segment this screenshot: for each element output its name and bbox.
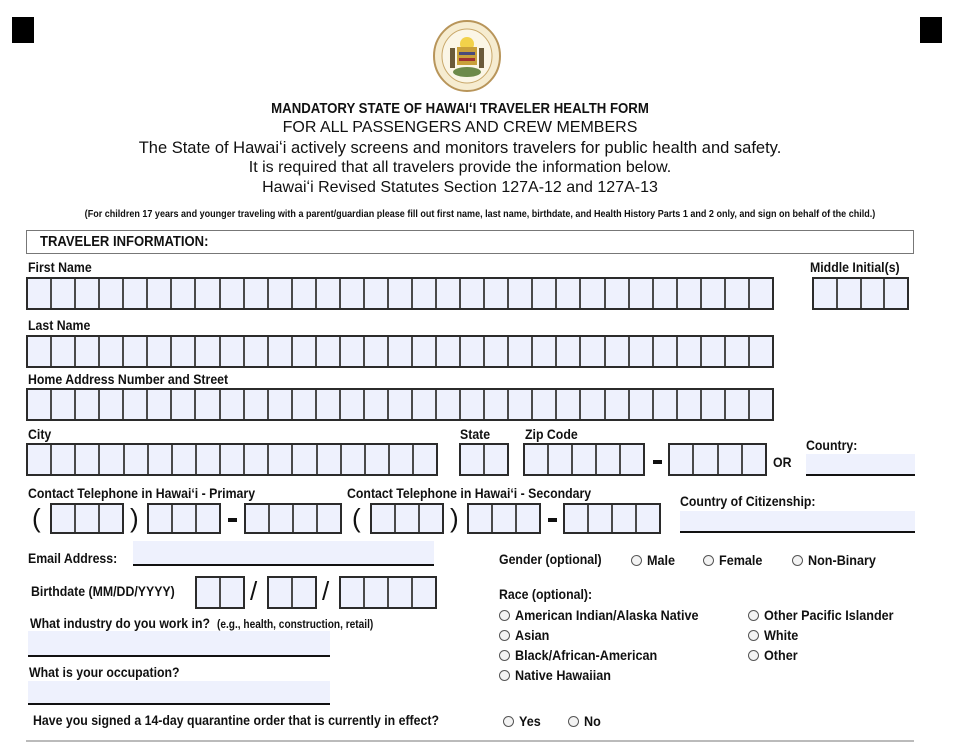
state-seal-icon: [432, 20, 502, 92]
character-cell[interactable]: [341, 279, 365, 308]
character-cell[interactable]: [148, 337, 172, 366]
character-cell[interactable]: [293, 279, 317, 308]
character-cell[interactable]: [389, 578, 413, 607]
character-cell[interactable]: [533, 279, 557, 308]
character-cell[interactable]: [124, 279, 148, 308]
character-cell[interactable]: [197, 505, 219, 532]
form-title: MANDATORY STATE OF HAWAIʻI TRAVELER HEALTH FORM: [271, 100, 649, 117]
phone-secondary-dash: [548, 518, 557, 522]
or-label: OR: [773, 454, 792, 470]
birthdate-separator-1: /: [250, 576, 258, 606]
character-cell[interactable]: [100, 279, 124, 308]
character-cell[interactable]: [52, 505, 76, 532]
phone-primary-area-code-input[interactable]: [50, 503, 124, 534]
home-address-label: Home Address Number and Street: [28, 371, 229, 387]
gender-radio-non-binary[interactable]: [792, 552, 883, 568]
character-cell[interactable]: [172, 337, 196, 366]
character-cell[interactable]: [196, 337, 220, 366]
character-cell[interactable]: [148, 279, 172, 308]
character-cell[interactable]: [885, 279, 907, 308]
race-option-label: White: [764, 627, 799, 643]
character-cell[interactable]: [565, 505, 589, 532]
registration-mark-right: [920, 17, 942, 43]
character-cell[interactable]: [148, 390, 172, 419]
character-cell[interactable]: [366, 445, 390, 474]
character-cell[interactable]: [100, 337, 124, 366]
character-cell[interactable]: [437, 279, 461, 308]
character-cell[interactable]: [149, 505, 173, 532]
character-cell[interactable]: [76, 445, 100, 474]
character-cell[interactable]: [437, 337, 461, 366]
character-cell[interactable]: [702, 390, 726, 419]
character-cell[interactable]: [670, 445, 694, 474]
character-cell[interactable]: [533, 390, 557, 419]
quarantine-option-label: No: [584, 713, 601, 729]
character-cell[interactable]: [365, 578, 389, 607]
character-cell[interactable]: [549, 445, 573, 474]
phone-primary-dash: [228, 518, 237, 522]
character-cell[interactable]: [726, 337, 750, 366]
intro-line-1: The State of Hawaiʻi actively screens and monitors travelers for public health and safety.: [138, 139, 782, 157]
phone-secondary-paren-close: ): [450, 503, 459, 533]
phone-secondary-prefix-input[interactable]: [467, 503, 541, 534]
character-cell[interactable]: [318, 445, 342, 474]
character-cell[interactable]: [750, 337, 772, 366]
first-name-input[interactable]: [26, 277, 774, 310]
character-cell[interactable]: [372, 505, 396, 532]
character-cell[interactable]: [413, 578, 435, 607]
character-cell[interactable]: [342, 445, 366, 474]
gender-option-label: Male: [647, 552, 676, 568]
occupation-label: What is your occupation?: [29, 664, 180, 680]
phone-primary-label: Contact Telephone in Hawaiʻi - Primary: [28, 485, 256, 501]
home-address-input[interactable]: [26, 388, 774, 421]
character-cell[interactable]: [413, 337, 437, 366]
character-cell[interactable]: [76, 337, 100, 366]
character-cell[interactable]: [389, 279, 413, 308]
radio-circle-icon: [792, 555, 803, 566]
radio-circle-icon: [499, 610, 510, 621]
zip-code-label: Zip Code: [525, 426, 578, 442]
character-cell[interactable]: [317, 390, 341, 419]
character-cell[interactable]: [52, 279, 76, 308]
character-cell[interactable]: [862, 279, 886, 308]
character-cell[interactable]: [461, 390, 485, 419]
character-cell[interactable]: [517, 505, 539, 532]
character-cell[interactable]: [597, 445, 621, 474]
country-input[interactable]: [806, 454, 915, 476]
gender-radio-male[interactable]: [631, 552, 678, 568]
character-cell[interactable]: [293, 390, 317, 419]
character-cell[interactable]: [461, 445, 485, 474]
character-cell[interactable]: [317, 279, 341, 308]
phone-primary-paren-open: (: [32, 503, 41, 533]
character-cell[interactable]: [654, 279, 678, 308]
character-cell[interactable]: [654, 337, 678, 366]
middle-initials-input[interactable]: [812, 277, 909, 310]
character-cell[interactable]: [719, 445, 743, 474]
character-cell[interactable]: [124, 337, 148, 366]
quarantine-radio-no[interactable]: [568, 713, 603, 729]
registration-mark-left: [12, 17, 34, 43]
character-cell[interactable]: [100, 445, 124, 474]
character-cell[interactable]: [461, 337, 485, 366]
character-cell[interactable]: [814, 279, 838, 308]
race-option-label: Black/African-American: [515, 647, 658, 663]
character-cell[interactable]: [100, 390, 124, 419]
radio-circle-icon: [748, 630, 759, 641]
character-cell[interactable]: [149, 445, 173, 474]
character-cell[interactable]: [750, 279, 772, 308]
character-cell[interactable]: [196, 279, 220, 308]
zip-extension-input[interactable]: [668, 443, 767, 476]
character-cell[interactable]: [743, 445, 765, 474]
character-cell[interactable]: [173, 505, 197, 532]
phone-secondary-line-input[interactable]: [563, 503, 661, 534]
character-cell[interactable]: [221, 279, 245, 308]
zip-code-input[interactable]: [523, 443, 645, 476]
intro-line-2: It is required that all travelers provide the information below.: [248, 159, 672, 176]
character-cell[interactable]: [726, 390, 750, 419]
industry-question: What industry do you work in?: [30, 615, 211, 631]
character-cell[interactable]: [437, 390, 461, 419]
character-cell[interactable]: [413, 279, 437, 308]
race-radio-other-pacific-islander[interactable]: [748, 607, 908, 623]
industry-label: [30, 615, 373, 631]
radio-circle-icon: [631, 555, 642, 566]
radio-circle-icon: [503, 716, 514, 727]
character-cell[interactable]: [678, 337, 702, 366]
character-cell[interactable]: [317, 337, 341, 366]
radio-circle-icon: [499, 630, 510, 641]
character-cell[interactable]: [557, 390, 581, 419]
character-cell[interactable]: [485, 337, 509, 366]
character-cell[interactable]: [221, 390, 245, 419]
race-option-label: Other Pacific Islander: [764, 607, 894, 623]
character-cell[interactable]: [702, 337, 726, 366]
industry-input[interactable]: [28, 631, 330, 657]
character-cell[interactable]: [125, 445, 149, 474]
character-cell[interactable]: [269, 337, 293, 366]
phone-secondary-label: Contact Telephone in Hawaiʻi - Secondary: [347, 485, 592, 501]
character-cell[interactable]: [389, 390, 413, 419]
character-cell[interactable]: [509, 390, 533, 419]
character-cell[interactable]: [678, 390, 702, 419]
character-cell[interactable]: [838, 279, 862, 308]
character-cell[interactable]: [493, 505, 517, 532]
character-cell[interactable]: [28, 445, 52, 474]
character-cell[interactable]: [172, 279, 196, 308]
radio-circle-icon: [748, 650, 759, 661]
birthdate-separator-2: /: [322, 576, 330, 606]
birthdate-month-input[interactable]: [195, 576, 245, 609]
character-cell[interactable]: [28, 279, 52, 308]
last-name-input[interactable]: [26, 335, 774, 368]
race-radio-asian[interactable]: [499, 627, 553, 643]
character-cell[interactable]: [613, 505, 637, 532]
character-cell[interactable]: [581, 390, 605, 419]
character-cell[interactable]: [630, 337, 654, 366]
character-cell[interactable]: [52, 390, 76, 419]
character-cell[interactable]: [318, 505, 340, 532]
character-cell[interactable]: [52, 445, 76, 474]
character-cell[interactable]: [28, 337, 52, 366]
character-cell[interactable]: [414, 445, 436, 474]
character-cell[interactable]: [293, 445, 317, 474]
character-cell[interactable]: [525, 445, 549, 474]
state-input[interactable]: [459, 443, 509, 476]
birthdate-day-input[interactable]: [267, 576, 317, 609]
character-cell[interactable]: [726, 279, 750, 308]
middle-initials-label: Middle Initial(s): [810, 259, 900, 275]
citizenship-label: Country of Citizenship:: [680, 493, 816, 509]
email-label: Email Address:: [28, 550, 118, 566]
character-cell[interactable]: [269, 390, 293, 419]
character-cell[interactable]: [221, 337, 245, 366]
phone-secondary-area-code-input[interactable]: [370, 503, 444, 534]
character-cell[interactable]: [621, 445, 643, 474]
character-cell[interactable]: [197, 445, 221, 474]
character-cell[interactable]: [269, 445, 293, 474]
character-cell[interactable]: [245, 337, 269, 366]
race-option-label: American Indian/Alaska Native: [515, 607, 699, 623]
character-cell[interactable]: [694, 445, 718, 474]
character-cell[interactable]: [485, 390, 509, 419]
character-cell[interactable]: [341, 390, 365, 419]
zip-dash: [653, 460, 662, 464]
occupation-input[interactable]: [28, 681, 330, 705]
character-cell[interactable]: [390, 445, 414, 474]
character-cell[interactable]: [637, 505, 659, 532]
character-cell[interactable]: [413, 390, 437, 419]
race-label: Race (optional):: [499, 586, 593, 602]
character-cell[interactable]: [52, 337, 76, 366]
character-cell[interactable]: [245, 445, 269, 474]
character-cell[interactable]: [469, 505, 493, 532]
birthdate-label: Birthdate (MM/DD/YYYY): [31, 583, 175, 599]
quarantine-question: Have you signed a 14-day quarantine order that is currently in effect?: [33, 712, 439, 728]
traveler-info-section-header: [26, 230, 914, 254]
race-option-label: Other: [764, 647, 798, 663]
character-cell[interactable]: [221, 445, 245, 474]
gender-option-label: Female: [719, 552, 763, 568]
character-cell[interactable]: [269, 279, 293, 308]
character-cell[interactable]: [630, 390, 654, 419]
character-cell[interactable]: [533, 337, 557, 366]
race-radio-white[interactable]: [748, 627, 802, 643]
character-cell[interactable]: [509, 279, 533, 308]
character-cell[interactable]: [100, 505, 122, 532]
character-cell[interactable]: [630, 279, 654, 308]
character-cell[interactable]: [573, 445, 597, 474]
character-cell[interactable]: [294, 505, 318, 532]
citizenship-input[interactable]: [680, 511, 915, 533]
race-option-label: Native Hawaiian: [515, 667, 611, 683]
race-radio-black[interactable]: [499, 647, 673, 663]
race-option-label: Asian: [515, 627, 550, 643]
character-cell[interactable]: [173, 445, 197, 474]
gender-label: [499, 551, 602, 567]
gender-option-label: Non-Binary: [808, 552, 876, 568]
character-cell[interactable]: [365, 337, 389, 366]
character-cell[interactable]: [341, 578, 365, 607]
character-cell[interactable]: [557, 337, 581, 366]
radio-circle-icon: [748, 610, 759, 621]
radio-circle-icon: [499, 650, 510, 661]
radio-circle-icon: [499, 670, 510, 681]
character-cell[interactable]: [293, 337, 317, 366]
character-cell[interactable]: [750, 390, 772, 419]
character-cell[interactable]: [485, 445, 507, 474]
character-cell[interactable]: [581, 337, 605, 366]
character-cell[interactable]: [396, 505, 420, 532]
character-cell[interactable]: [485, 279, 509, 308]
character-cell[interactable]: [76, 279, 100, 308]
gender-radio-female[interactable]: [703, 552, 767, 568]
character-cell[interactable]: [124, 390, 148, 419]
character-cell[interactable]: [221, 578, 243, 607]
character-cell[interactable]: [269, 578, 293, 607]
phone-primary-paren-close: ): [130, 503, 139, 533]
race-radio-other[interactable]: [748, 647, 801, 663]
race-radio-native-hawaiian[interactable]: [499, 667, 622, 683]
character-cell[interactable]: [581, 279, 605, 308]
quarantine-radio-yes[interactable]: [503, 713, 543, 729]
character-cell[interactable]: [420, 505, 442, 532]
character-cell[interactable]: [270, 505, 294, 532]
character-cell[interactable]: [702, 279, 726, 308]
character-cell[interactable]: [76, 390, 100, 419]
character-cell[interactable]: [678, 279, 702, 308]
last-name-label: Last Name: [28, 317, 91, 333]
character-cell[interactable]: [246, 505, 270, 532]
gender-label-text: Gender (optional): [499, 551, 602, 567]
character-cell[interactable]: [461, 279, 485, 308]
phone-primary-prefix-input[interactable]: [147, 503, 221, 534]
form-subtitle: FOR ALL PASSENGERS AND CREW MEMBERS: [282, 119, 638, 136]
state-label: State: [460, 426, 491, 442]
phone-primary-line-input[interactable]: [244, 503, 342, 534]
character-cell[interactable]: [509, 337, 533, 366]
children-note: (For children 17 years and younger traveling with a parent/guardian please fill out first name, last name, birthdate, and Health History Parts 1 and 2 only, and sign on behalf of the child.): [84, 208, 876, 220]
country-label: Country:: [806, 437, 858, 453]
radio-circle-icon: [568, 716, 579, 727]
character-cell[interactable]: [76, 505, 100, 532]
character-cell[interactable]: [341, 337, 365, 366]
character-cell[interactable]: [606, 279, 630, 308]
character-cell[interactable]: [606, 390, 630, 419]
character-cell[interactable]: [245, 279, 269, 308]
statute-reference: Hawaiʻi Revised Statutes Section 127A-12 and 127A-13: [262, 179, 658, 196]
phone-secondary-paren-open: (: [352, 503, 361, 533]
character-cell[interactable]: [365, 279, 389, 308]
character-cell[interactable]: [589, 505, 613, 532]
character-cell[interactable]: [606, 337, 630, 366]
quarantine-option-label: Yes: [519, 713, 541, 729]
city-label: City: [28, 426, 52, 442]
email-input[interactable]: [133, 541, 434, 566]
character-cell[interactable]: [172, 390, 196, 419]
character-cell[interactable]: [197, 578, 221, 607]
character-cell[interactable]: [28, 390, 52, 419]
character-cell[interactable]: [389, 337, 413, 366]
character-cell[interactable]: [245, 390, 269, 419]
character-cell[interactable]: [557, 279, 581, 308]
section-title: TRAVELER INFORMATION:: [40, 234, 209, 250]
character-cell[interactable]: [196, 390, 220, 419]
industry-hint: (e.g., health, construction, retail): [216, 619, 374, 631]
birthdate-year-input[interactable]: [339, 576, 437, 609]
character-cell[interactable]: [293, 578, 315, 607]
first-name-label: First Name: [28, 259, 92, 275]
race-radio-american-indian[interactable]: [499, 607, 719, 623]
character-cell[interactable]: [654, 390, 678, 419]
character-cell[interactable]: [365, 390, 389, 419]
city-input[interactable]: [26, 443, 438, 476]
radio-circle-icon: [703, 555, 714, 566]
